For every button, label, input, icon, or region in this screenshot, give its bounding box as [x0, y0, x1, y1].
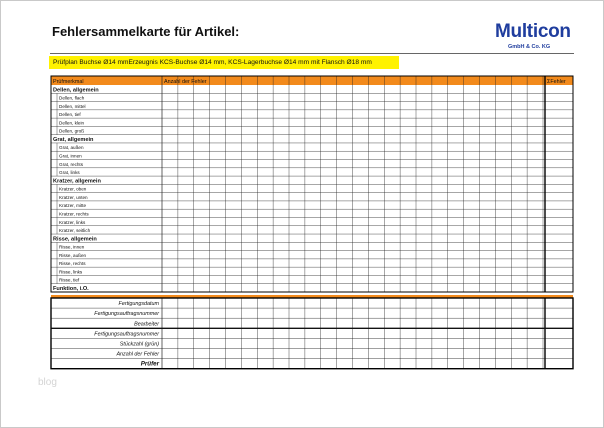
company-logo: Multicon [495, 21, 571, 42]
footer-row-label: Stückzahl (grün) [119, 341, 159, 348]
defect-group-label: Dellen, allgemein [53, 87, 99, 94]
defect-sub-label: Grat, rechts [59, 161, 83, 167]
defect-sub-label: Kratzer, rechts [59, 211, 89, 217]
defect-sub-label: Grat, links [59, 170, 80, 176]
defect-sub-label: Kratzer, oben [59, 186, 87, 192]
company-logo-subtitle: GmbH & Co. KG [508, 44, 551, 50]
page-title: Fehlersammelkarte für Artikel: [52, 24, 240, 39]
footer-row-label: Bearbeiter [134, 321, 159, 328]
defect-sub-label: Risse, tief [59, 277, 80, 283]
defect-sub-label: Risse, rechts [59, 261, 86, 267]
defect-sub-label: Risse, links [59, 269, 83, 275]
defect-sub-label: Kratzer, unten [59, 194, 88, 200]
defect-sub-label: Dellen, klein [59, 120, 85, 126]
defect-group-label: Funktion, i.O. [53, 286, 89, 292]
footer-row-label: Fertigungsauftragsnummer [94, 331, 159, 338]
defect-group-label: Risse, allgemein [53, 236, 97, 243]
defect-sub-label: Kratzer, mitte [59, 203, 87, 209]
defect-sub-label: Dellen, mittel [59, 103, 86, 109]
table-body-border [51, 76, 573, 292]
defect-sub-label: Kratzer, links [59, 219, 86, 225]
defect-sub-label: Risse, innen [59, 244, 85, 250]
defect-sub-label: Dellen, groß [59, 128, 85, 134]
table-header-band [51, 76, 573, 85]
defect-group-label: Kratzer, allgemein [53, 178, 101, 185]
header-sum-fehler: ΣFehler [547, 79, 566, 85]
header-pruefmerkmal: Prüfmerkmal [53, 79, 84, 85]
footer-row-label: Anzahl der Fehler [116, 351, 159, 358]
defect-sub-label: Dellen, flach [59, 95, 85, 101]
defect-sub-label: Grat, außen [59, 145, 84, 151]
header-anzahl-fehler: Anzahl der Fehler [164, 79, 207, 85]
defect-sub-label: Kratzer, seitlich [59, 228, 91, 234]
defect-sub-label: Risse, außen [59, 252, 87, 258]
article-info-line: Prüfplan Buchse Ø14 mmErzeugnis KCS-Buchse Ø14 mm, KCS-Lagerbuchse Ø14 mm mit Flansch Ø18 mm [49, 56, 399, 69]
footer-row-label: Fertigungsauftragsnummer [94, 311, 159, 318]
defect-sub-label: Dellen, tief [59, 112, 81, 118]
watermark-text: blog [38, 377, 57, 388]
defect-sub-label: Grat, innen [59, 153, 82, 159]
footer-row-label: Fertigungsdatum [118, 301, 159, 308]
footer-row-label: Prüfer [140, 360, 159, 368]
defect-group-label: Grat, allgemein [53, 136, 94, 143]
